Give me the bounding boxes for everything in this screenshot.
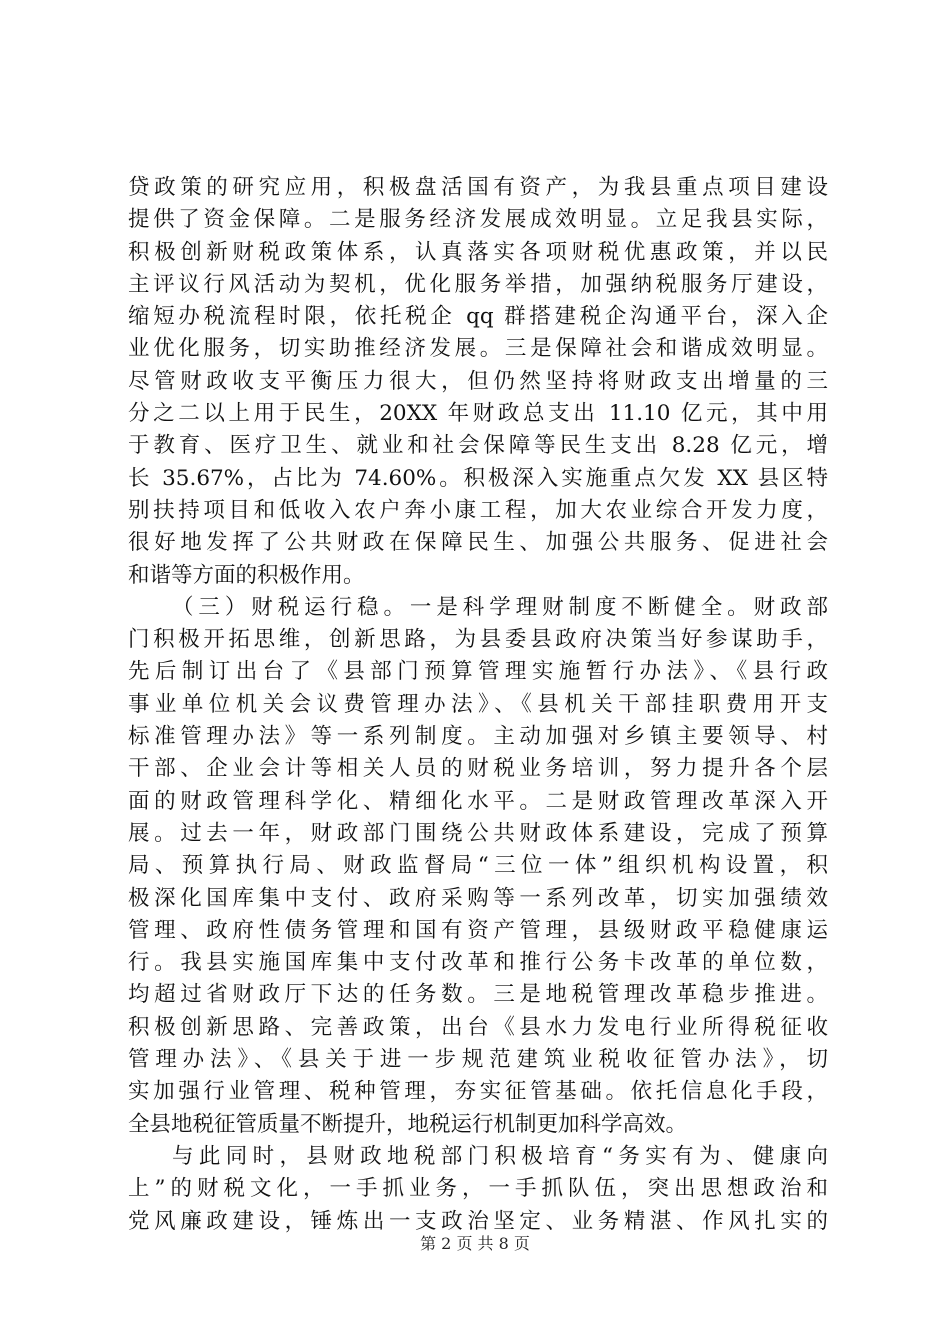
text-line: 管理、政府性债务管理和国有资产管理，县级财政平稳健康运 bbox=[128, 917, 828, 943]
text-line: 很好地发挥了公共财政在保障民生、加强公共服务、促进社会 bbox=[128, 530, 828, 556]
text-line: 上”的财税文化，一手抓业务，一手抓队伍，突出思想政治和 bbox=[128, 1176, 828, 1202]
text-line: 和谐等方面的积极作用。 bbox=[128, 562, 365, 588]
text-line: 业优化服务，切实助推经济发展。三是保障社会和谐成效明显。 bbox=[128, 336, 828, 362]
text-line: 先后制订出台了《县部门预算管理实施暂行办法》、《县行政 bbox=[128, 659, 828, 685]
text-line: （三）财税运行稳。一是科学理财制度不断健全。财政部 bbox=[172, 594, 828, 620]
text-line: 尽管财政收支平衡压力很大，但仍然坚持将财政支出增量的三 bbox=[128, 368, 828, 394]
text-line: 事业单位机关会议费管理办法》、《县机关干部挂职费用开支 bbox=[128, 691, 828, 717]
text-line: 别扶持项目和低收入农户奔小康工程，加大农业综合开发力度， bbox=[128, 497, 828, 523]
text-line: 极深化国库集中支付、政府采购等一系列改革，切实加强绩效 bbox=[128, 885, 828, 911]
text-line: 分之二以上用于民生，20XX 年财政总支出 11.10 亿元，其中用 bbox=[128, 401, 828, 427]
text-line: 主评议行风活动为契机，优化服务举措，加强纳税服务厅建设， bbox=[128, 271, 828, 297]
text-line: 与此同时，县财政地税部门积极培育“务实有为、健康向 bbox=[172, 1143, 828, 1169]
text-line: 实加强行业管理、税种管理，夯实征管基础。依托信息化手段， bbox=[128, 1079, 828, 1105]
text-line: 行。我县实施国库集中支付改革和推行公务卡改革的单位数， bbox=[128, 950, 828, 976]
text-line: 标准管理办法》等一系列制度。主动加强对乡镇主要领导、村 bbox=[128, 724, 828, 750]
text-line: 展。过去一年，财政部门围绕公共财政体系建设，完成了预算 bbox=[128, 820, 828, 846]
text-line: 积极创新思路、完善政策，出台《县水力发电行业所得税征收 bbox=[128, 1014, 828, 1040]
text-line: 于教育、医疗卫生、就业和社会保障等民生支出 8.28 亿元，增 bbox=[128, 433, 828, 459]
text-line: 贷政策的研究应用，积极盘活国有资产，为我县重点项目建设 bbox=[128, 175, 828, 200]
text-line: 局、预算执行局、财政监督局“三位一体”组织机构设置，积 bbox=[128, 853, 828, 879]
text-line: 积极创新财税政策体系，认真落实各项财税优惠政策，并以民 bbox=[128, 239, 828, 265]
page-footer: 第 2 页 共 8 页 bbox=[420, 1234, 530, 1253]
text-line: 提供了资金保障。二是服务经济发展成效明显。立足我县实际， bbox=[128, 207, 828, 233]
text-line: 面的财政管理科学化、精细化水平。二是财政管理改革深入开 bbox=[128, 788, 828, 814]
text-line: 门积极开拓思维，创新思路，为县委县政府决策当好参谋助手， bbox=[128, 627, 828, 653]
text-line: 均超过省财政厅下达的任务数。三是地税管理改革稳步推进。 bbox=[128, 982, 828, 1008]
text-line: 长 35.67%，占比为 74.60%。积极深入实施重点欠发 XX 县区特 bbox=[128, 465, 828, 491]
document-body bbox=[128, 172, 828, 1238]
text-line: 干部、企业会计等相关人员的财税业务培训，努力提升各个层 bbox=[128, 756, 828, 782]
text-line: 管理办法》、《县关于进一步规范建筑业税收征管办法》，切 bbox=[128, 1047, 828, 1073]
text-line: 缩短办税流程时限，依托税企 qq 群搭建税企沟通平台，深入企 bbox=[128, 304, 828, 330]
text-line: 全县地税征管质量不断提升，地税运行机制更加科学高效。 bbox=[128, 1111, 688, 1137]
text-line: 党风廉政建设，锤炼出一支政治坚定、业务精湛、作风扎实的 bbox=[128, 1208, 828, 1234]
